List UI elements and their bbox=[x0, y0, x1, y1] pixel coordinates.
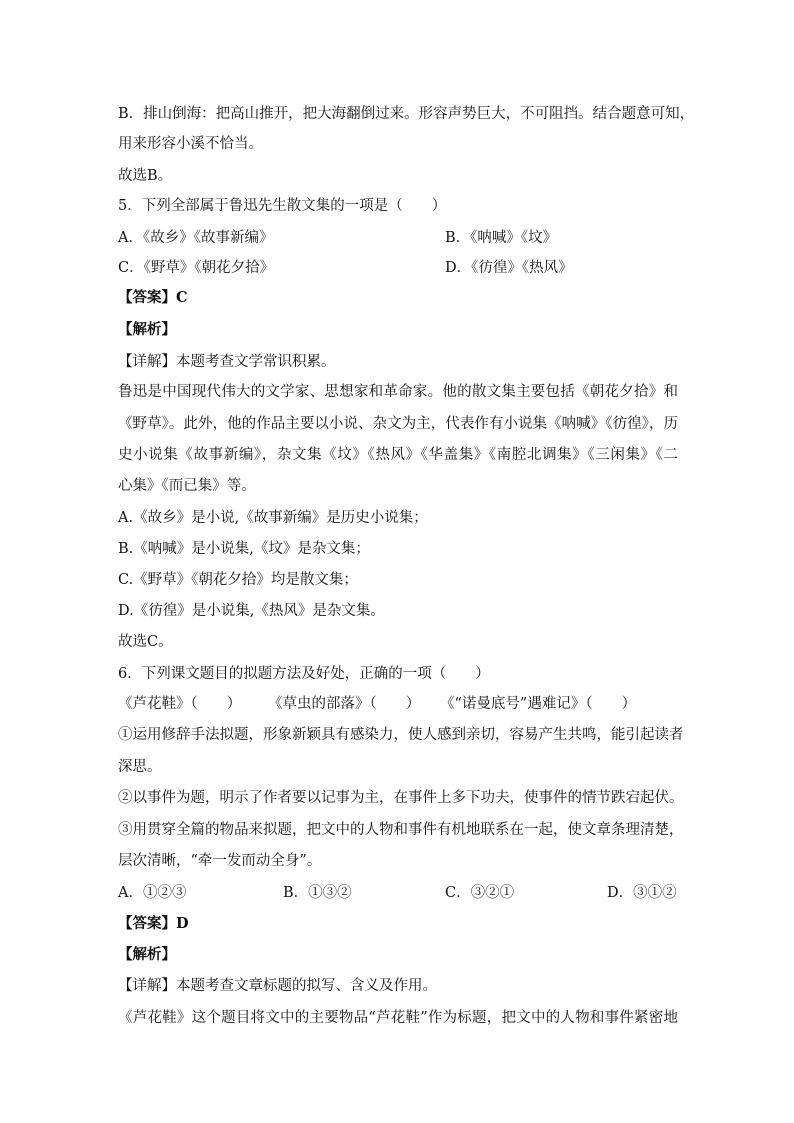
q5-option-a: A．《故乡》《故事新编》 bbox=[118, 230, 274, 246]
q6-analysis-label: 【解析】 bbox=[118, 946, 176, 963]
q5-option-b: B．《呐喊》《坟》 bbox=[445, 230, 558, 246]
q4-explain-b-line1: B．排山倒海：把高山推开，把大海翻倒过来。形容声势巨大，不可阻挡。结合题意可知， bbox=[118, 106, 695, 122]
q4-choose: 故选B。 bbox=[118, 168, 173, 184]
q6-item3-line2: 层次清晰，“牵一发而动全身”。 bbox=[118, 853, 322, 869]
q4-explain-b-line2: 用来形容小溪不恰当。 bbox=[118, 136, 263, 152]
q6-title-3: 《“诺曼底号”遇难记》（ ） bbox=[440, 696, 637, 712]
q6-option-d: D．③①② bbox=[607, 885, 677, 901]
q5-note-c: C.《野草》《朝花夕拾》均是散文集； bbox=[118, 572, 358, 588]
q6-title-2: 《草虫的部落》（ ） bbox=[268, 696, 421, 712]
q6-option-b: B．①③② bbox=[283, 885, 352, 901]
q5-para-line2: 《野草》。此外，他的作品主要以小说、杂文为主，代表作有小说集《呐喊》《彷徨》，历 bbox=[118, 416, 678, 432]
q5-para-line1: 鲁迅是中国现代伟大的文学家、思想家和革命家。他的散文集主要包括《朝花夕拾》和 bbox=[118, 384, 678, 400]
q6-item1-line2: 深思。 bbox=[118, 759, 162, 775]
q5-analysis-label: 【解析】 bbox=[118, 321, 176, 338]
q5-note-d: D.《彷徨》是小说集,《热风》是杂文集。 bbox=[118, 603, 385, 619]
q5-option-c: C．《野草》《朝花夕拾》 bbox=[118, 260, 275, 276]
q6-answer: 【答案】D bbox=[118, 915, 189, 932]
q6-option-a: A．①②③ bbox=[118, 885, 187, 901]
q5-choose: 故选C。 bbox=[118, 634, 173, 650]
q5-detail: 【详解】本题考查文学常识积累。 bbox=[118, 354, 336, 370]
q6-item2: ②以事件为题，明示了作者要以记事为主，在事件上多下功夫，使事件的情节跌宕起伏。 bbox=[118, 790, 684, 806]
q5-note-b: B.《呐喊》是小说集,《坟》是杂文集； bbox=[118, 541, 370, 557]
q5-note-a: A.《故乡》是小说,《故事新编》是历史小说集； bbox=[118, 510, 428, 526]
q6-item3-line1: ③用贯穿全篇的物品来拟题，把文中的人物和事件有机地联系在一起，使文章条理清楚， bbox=[118, 822, 684, 838]
q5-answer: 【答案】C bbox=[118, 289, 188, 306]
q5-para-line3: 史小说集《故事新编》，杂文集《坟》《热风》《华盖集》《南腔北调集》《三闲集》《二 bbox=[118, 447, 678, 463]
q5-stem: 5．下列全部属于鲁迅先生散文集的一项是（ ） bbox=[118, 198, 447, 214]
q6-detail: 【详解】本题考查文章标题的拟写、含义及作用。 bbox=[118, 978, 437, 994]
q6-option-c: C．③②① bbox=[445, 885, 515, 901]
q5-para-line4: 心集》《而已集》等。 bbox=[118, 478, 256, 494]
q6-para-line1: 《芦花鞋》这个题目将文中的主要物品“芦花鞋”作为标题，把文中的人物和事件紧密地 bbox=[118, 1010, 678, 1026]
q5-option-d: D．《彷徨》《热风》 bbox=[445, 260, 573, 276]
q6-title-1: 《芦花鞋》（ ） bbox=[118, 696, 242, 712]
q6-stem: 6．下列课文题目的拟题方法及好处，正确的一项（ ） bbox=[118, 666, 490, 682]
q6-item1-line1: ①运用修辞手法拟题，形象新颖具有感染力，使人感到亲切，容易产生共鸣，能引起读者 bbox=[118, 727, 684, 743]
